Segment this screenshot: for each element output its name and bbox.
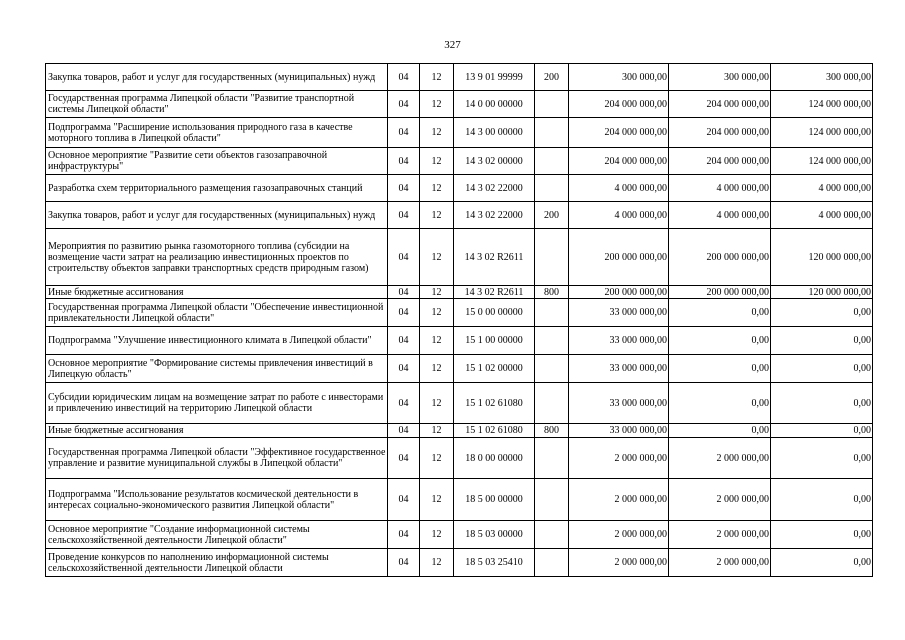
amount-year-3: 0,00 — [771, 327, 873, 355]
section-code: 04 — [388, 383, 420, 424]
amount-year-1: 2 000 000,00 — [569, 549, 669, 577]
expense-type-code: 800 — [535, 286, 569, 299]
row-name: Основное мероприятие "Создание информационной системы сельскохозяйственной деятельности Липецкой области" — [46, 521, 388, 549]
subsection-code: 12 — [420, 549, 454, 577]
section-code: 04 — [388, 118, 420, 148]
row-name: Основное мероприятие "Развитие сети объектов газозаправочной инфраструктуры" — [46, 148, 388, 175]
target-article-code: 14 3 00 00000 — [454, 118, 535, 148]
expense-type-code: 200 — [535, 202, 569, 229]
budget-table — [45, 63, 873, 577]
amount-year-1: 33 000 000,00 — [569, 327, 669, 355]
subsection-code: 12 — [420, 355, 454, 383]
target-article-code: 18 5 03 00000 — [454, 521, 535, 549]
subsection-code: 12 — [420, 424, 454, 438]
amount-year-3: 0,00 — [771, 424, 873, 438]
table-row — [46, 299, 873, 327]
subsection-code: 12 — [420, 286, 454, 299]
target-article-code: 14 3 02 R2611 — [454, 286, 535, 299]
section-code: 04 — [388, 521, 420, 549]
amount-year-3: 120 000 000,00 — [771, 229, 873, 286]
amount-year-3: 124 000 000,00 — [771, 118, 873, 148]
amount-year-1: 204 000 000,00 — [569, 148, 669, 175]
row-name: Мероприятия по развитию рынка газомоторного топлива (субсидии на возмещение части затрат на реализацию инвестиционных проектов по строительству объектов заправки транспортных средств природным газом) — [46, 229, 388, 286]
amount-year-3: 0,00 — [771, 299, 873, 327]
table-row — [46, 118, 873, 148]
table-row — [46, 355, 873, 383]
subsection-code: 12 — [420, 479, 454, 521]
amount-year-1: 33 000 000,00 — [569, 424, 669, 438]
row-name: Проведение конкурсов по наполнению информационной системы сельскохозяйственной деятельности Липецкой области — [46, 549, 388, 577]
table-row — [46, 438, 873, 479]
section-code: 04 — [388, 64, 420, 91]
target-article-code: 14 3 02 22000 — [454, 202, 535, 229]
expense-type-code — [535, 148, 569, 175]
amount-year-2: 0,00 — [669, 355, 771, 383]
amount-year-2: 204 000 000,00 — [669, 91, 771, 118]
row-name: Основное мероприятие "Формирование системы привлечения инвестиций в Липецкую область" — [46, 355, 388, 383]
section-code: 04 — [388, 175, 420, 202]
subsection-code: 12 — [420, 175, 454, 202]
amount-year-3: 0,00 — [771, 383, 873, 424]
amount-year-1: 4 000 000,00 — [569, 175, 669, 202]
target-article-code: 18 0 00 00000 — [454, 438, 535, 479]
amount-year-2: 200 000 000,00 — [669, 229, 771, 286]
expense-type-code — [535, 175, 569, 202]
target-article-code: 14 3 02 R2611 — [454, 229, 535, 286]
amount-year-1: 200 000 000,00 — [569, 229, 669, 286]
amount-year-1: 204 000 000,00 — [569, 118, 669, 148]
amount-year-3: 300 000,00 — [771, 64, 873, 91]
table-row — [46, 521, 873, 549]
subsection-code: 12 — [420, 383, 454, 424]
expense-type-code — [535, 355, 569, 383]
amount-year-2: 0,00 — [669, 383, 771, 424]
page-number: 327 — [444, 39, 461, 51]
section-code: 04 — [388, 438, 420, 479]
subsection-code: 12 — [420, 118, 454, 148]
amount-year-1: 33 000 000,00 — [569, 299, 669, 327]
row-name: Субсидии юридическим лицам на возмещение затрат по работе с инвесторами и привлечению инвестиций на территорию Липецкой области — [46, 383, 388, 424]
amount-year-2: 0,00 — [669, 424, 771, 438]
row-name: Иные бюджетные ассигнования — [46, 286, 388, 299]
amount-year-2: 2 000 000,00 — [669, 549, 771, 577]
amount-year-2: 204 000 000,00 — [669, 118, 771, 148]
amount-year-1: 300 000,00 — [569, 64, 669, 91]
table-row — [46, 286, 873, 299]
table-row — [46, 175, 873, 202]
amount-year-2: 200 000 000,00 — [669, 286, 771, 299]
amount-year-2: 4 000 000,00 — [669, 202, 771, 229]
amount-year-3: 0,00 — [771, 521, 873, 549]
target-article-code: 18 5 00 00000 — [454, 479, 535, 521]
amount-year-3: 4 000 000,00 — [771, 202, 873, 229]
subsection-code: 12 — [420, 64, 454, 91]
subsection-code: 12 — [420, 299, 454, 327]
row-name: Разработка схем территориального размещения газозаправочных станций — [46, 175, 388, 202]
row-name: Государственная программа Липецкой области "Обеспечение инвестиционной привлекательности Липецкой области" — [46, 299, 388, 327]
amount-year-3: 120 000 000,00 — [771, 286, 873, 299]
amount-year-1: 2 000 000,00 — [569, 521, 669, 549]
table-row — [46, 148, 873, 175]
section-code: 04 — [388, 424, 420, 438]
expense-type-code — [535, 299, 569, 327]
amount-year-2: 0,00 — [669, 327, 771, 355]
amount-year-2: 204 000 000,00 — [669, 148, 771, 175]
row-name: Иные бюджетные ассигнования — [46, 424, 388, 438]
amount-year-1: 33 000 000,00 — [569, 355, 669, 383]
subsection-code: 12 — [420, 327, 454, 355]
section-code: 04 — [388, 148, 420, 175]
target-article-code: 18 5 03 25410 — [454, 549, 535, 577]
table-row — [46, 91, 873, 118]
expense-type-code — [535, 327, 569, 355]
row-name: Государственная программа Липецкой области "Эффективное государственное управление и развитие муниципальной службы в Липецкой области" — [46, 438, 388, 479]
target-article-code: 15 1 02 61080 — [454, 424, 535, 438]
section-code: 04 — [388, 327, 420, 355]
expense-type-code — [535, 549, 569, 577]
subsection-code: 12 — [420, 438, 454, 479]
expense-type-code: 800 — [535, 424, 569, 438]
amount-year-3: 0,00 — [771, 355, 873, 383]
table-row — [46, 327, 873, 355]
expense-type-code — [535, 383, 569, 424]
row-name: Закупка товаров, работ и услуг для государственных (муниципальных) нужд — [46, 202, 388, 229]
amount-year-3: 124 000 000,00 — [771, 91, 873, 118]
amount-year-1: 4 000 000,00 — [569, 202, 669, 229]
target-article-code: 15 1 02 00000 — [454, 355, 535, 383]
row-name: Подпрограмма "Расширение использования природного газа в качестве моторного топлива в Липецкой области" — [46, 118, 388, 148]
target-article-code: 15 1 00 00000 — [454, 327, 535, 355]
amount-year-2: 2 000 000,00 — [669, 438, 771, 479]
table-row — [46, 424, 873, 438]
section-code: 04 — [388, 549, 420, 577]
section-code: 04 — [388, 202, 420, 229]
amount-year-2: 0,00 — [669, 299, 771, 327]
section-code: 04 — [388, 229, 420, 286]
expense-type-code — [535, 229, 569, 286]
section-code: 04 — [388, 299, 420, 327]
expense-type-code — [535, 118, 569, 148]
table-row — [46, 64, 873, 91]
target-article-code: 14 3 02 00000 — [454, 148, 535, 175]
row-name: Государственная программа Липецкой области "Развитие транспортной системы Липецкой области" — [46, 91, 388, 118]
target-article-code: 15 0 00 00000 — [454, 299, 535, 327]
table-row — [46, 479, 873, 521]
subsection-code: 12 — [420, 521, 454, 549]
section-code: 04 — [388, 286, 420, 299]
expense-type-code — [535, 91, 569, 118]
subsection-code: 12 — [420, 148, 454, 175]
subsection-code: 12 — [420, 202, 454, 229]
row-name: Подпрограмма "Использование результатов космической деятельности в интересах социально-экономического развития Липецкой области" — [46, 479, 388, 521]
subsection-code: 12 — [420, 229, 454, 286]
amount-year-1: 2 000 000,00 — [569, 479, 669, 521]
amount-year-2: 2 000 000,00 — [669, 521, 771, 549]
amount-year-2: 2 000 000,00 — [669, 479, 771, 521]
amount-year-3: 0,00 — [771, 479, 873, 521]
expense-type-code — [535, 521, 569, 549]
subsection-code: 12 — [420, 91, 454, 118]
expense-type-code: 200 — [535, 64, 569, 91]
amount-year-3: 4 000 000,00 — [771, 175, 873, 202]
row-name: Подпрограмма "Улучшение инвестиционного климата в Липецкой области" — [46, 327, 388, 355]
amount-year-1: 33 000 000,00 — [569, 383, 669, 424]
table-body — [46, 64, 873, 577]
amount-year-2: 4 000 000,00 — [669, 175, 771, 202]
section-code: 04 — [388, 91, 420, 118]
table-row — [46, 229, 873, 286]
table-row — [46, 549, 873, 577]
amount-year-1: 204 000 000,00 — [569, 91, 669, 118]
target-article-code: 15 1 02 61080 — [454, 383, 535, 424]
expense-type-code — [535, 479, 569, 521]
amount-year-3: 0,00 — [771, 549, 873, 577]
expense-type-code — [535, 438, 569, 479]
target-article-code: 13 9 01 99999 — [454, 64, 535, 91]
amount-year-3: 0,00 — [771, 438, 873, 479]
amount-year-1: 200 000 000,00 — [569, 286, 669, 299]
section-code: 04 — [388, 479, 420, 521]
amount-year-3: 124 000 000,00 — [771, 148, 873, 175]
table-row — [46, 202, 873, 229]
section-code: 04 — [388, 355, 420, 383]
table-row — [46, 383, 873, 424]
amount-year-1: 2 000 000,00 — [569, 438, 669, 479]
target-article-code: 14 3 02 22000 — [454, 175, 535, 202]
amount-year-2: 300 000,00 — [669, 64, 771, 91]
row-name: Закупка товаров, работ и услуг для государственных (муниципальных) нужд — [46, 64, 388, 91]
target-article-code: 14 0 00 00000 — [454, 91, 535, 118]
